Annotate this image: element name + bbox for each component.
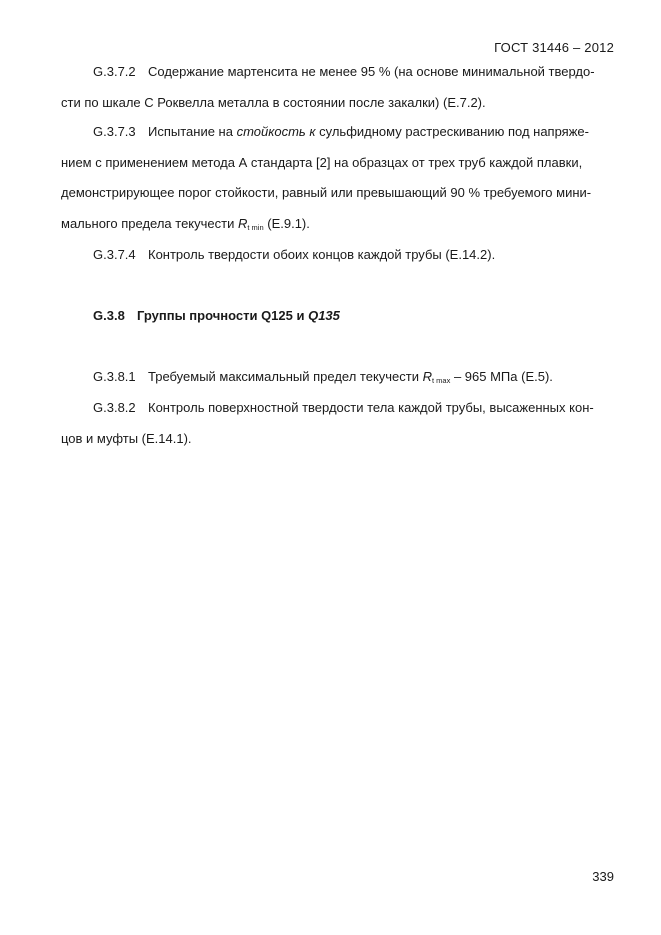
para-g372-number: G.3.7.2 [93,64,136,79]
para-g374-line [93,247,495,263]
para-g382-line1 [93,400,594,416]
document-code-header: ГОСТ 31446 – 2012 [494,40,614,55]
para-g373-text4b: (E.9.1). [263,216,310,231]
para-g374-number: G.3.7.4 [93,247,136,262]
para-g373-line1 [93,124,589,140]
para-g372-line1 [93,64,595,80]
para-g381-number: G.3.8.1 [93,369,136,384]
para-g373-text1a: Испытание на [148,124,237,139]
max-yield-symbol: R [422,369,432,384]
section-g38-title: Группы прочности Q125 и [137,308,309,323]
para-g374-text: Контроль твердости обоих концов каждой трубы (E.14.2). [148,247,496,262]
section-g38-number: G.3.8 [93,308,125,323]
section-g38-title-emphasis: Q135 [308,308,340,323]
para-g373-text1b: сульфидному растрескиванию под напряже- [315,124,589,139]
para-g373-line3: демонстрирующее порог стойкости, равный или превышающий 90 % требуемого мини- [61,185,592,200]
para-g372-text1: Содержание мартенсита не менее 95 % (на основе минимальной твердо- [148,64,595,79]
para-g381-line [93,369,553,389]
para-g373-line2: нием с применением метода А стандарта [2] на образцах от трех труб каждой плавки, [61,155,583,170]
yield-subscript: t min [247,223,264,232]
para-g382-text1: Контроль поверхностной твердости тела каждой трубы, высаженных кон- [148,400,594,415]
max-yield-subscript: t max [432,376,451,385]
para-g381-text-a: Требуемый максимальный предел текучести [148,369,423,384]
para-g372-line2: сти по шкале С Роквелла металла в состоянии после закалки) (E.7.2). [61,95,486,110]
yield-symbol: R [237,216,248,231]
para-g373-text4a: мального предела текучести [61,216,238,231]
para-g382-number: G.3.8.2 [93,400,136,415]
section-g38-heading [93,308,340,324]
para-g381-text-b: – 965 МПа (E.5). [450,369,553,384]
para-g373-line4 [61,216,310,236]
para-g382-line2: цов и муфты (E.14.1). [61,431,192,446]
para-g373-text1-emphasis: стойкость к [236,124,316,139]
para-g373-number: G.3.7.3 [93,124,136,139]
page-number: 339 [592,869,614,884]
